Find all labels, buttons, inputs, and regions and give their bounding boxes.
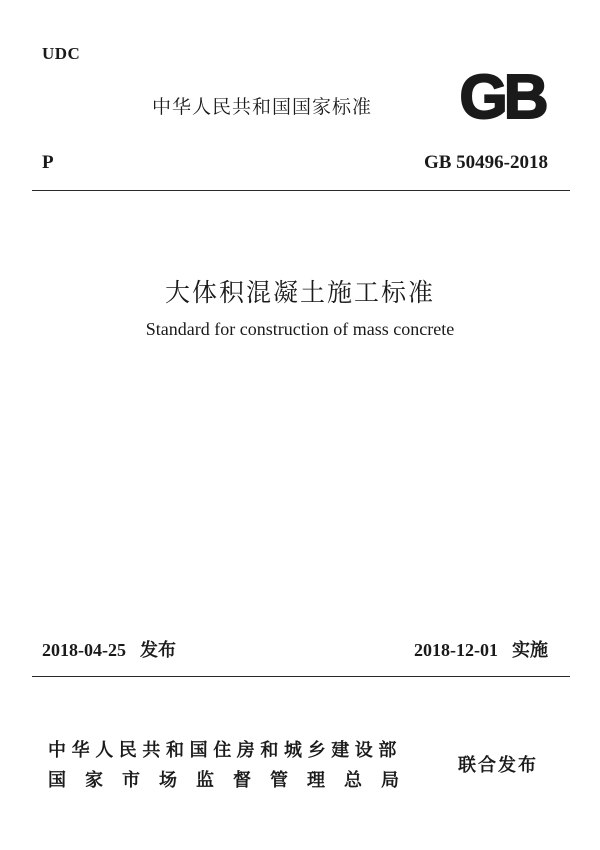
standard-number: GB 50496-2018 <box>423 152 548 173</box>
gb-logo-text: GB <box>459 68 545 126</box>
top-divider <box>32 190 570 191</box>
title-english: Standard for construction of mass concrete <box>145 319 455 339</box>
bottom-divider <box>32 676 570 677</box>
title-chinese: 大体积混凝土施工标准 <box>164 278 435 307</box>
issue-date: 2018-04-25 <box>42 640 126 660</box>
issue-date-block <box>42 636 176 662</box>
gb-logo <box>450 68 555 126</box>
issuer-market-regulation: 国家市场监督管理总局 <box>48 770 418 791</box>
implementation-label: 实施 <box>512 640 548 661</box>
implementation-date-block <box>414 636 548 662</box>
national-standard-title: 中华人民共和国国家标准 <box>152 96 373 118</box>
implementation-date: 2018-12-01 <box>414 640 498 660</box>
category-code: P <box>42 152 54 173</box>
udc-label: UDC <box>42 44 81 63</box>
issuer-ministry: 中华人民共和国住房和城乡建设部 <box>48 740 402 761</box>
issue-label: 发布 <box>140 640 176 661</box>
joint-issue-label: 联合发布 <box>458 755 538 776</box>
